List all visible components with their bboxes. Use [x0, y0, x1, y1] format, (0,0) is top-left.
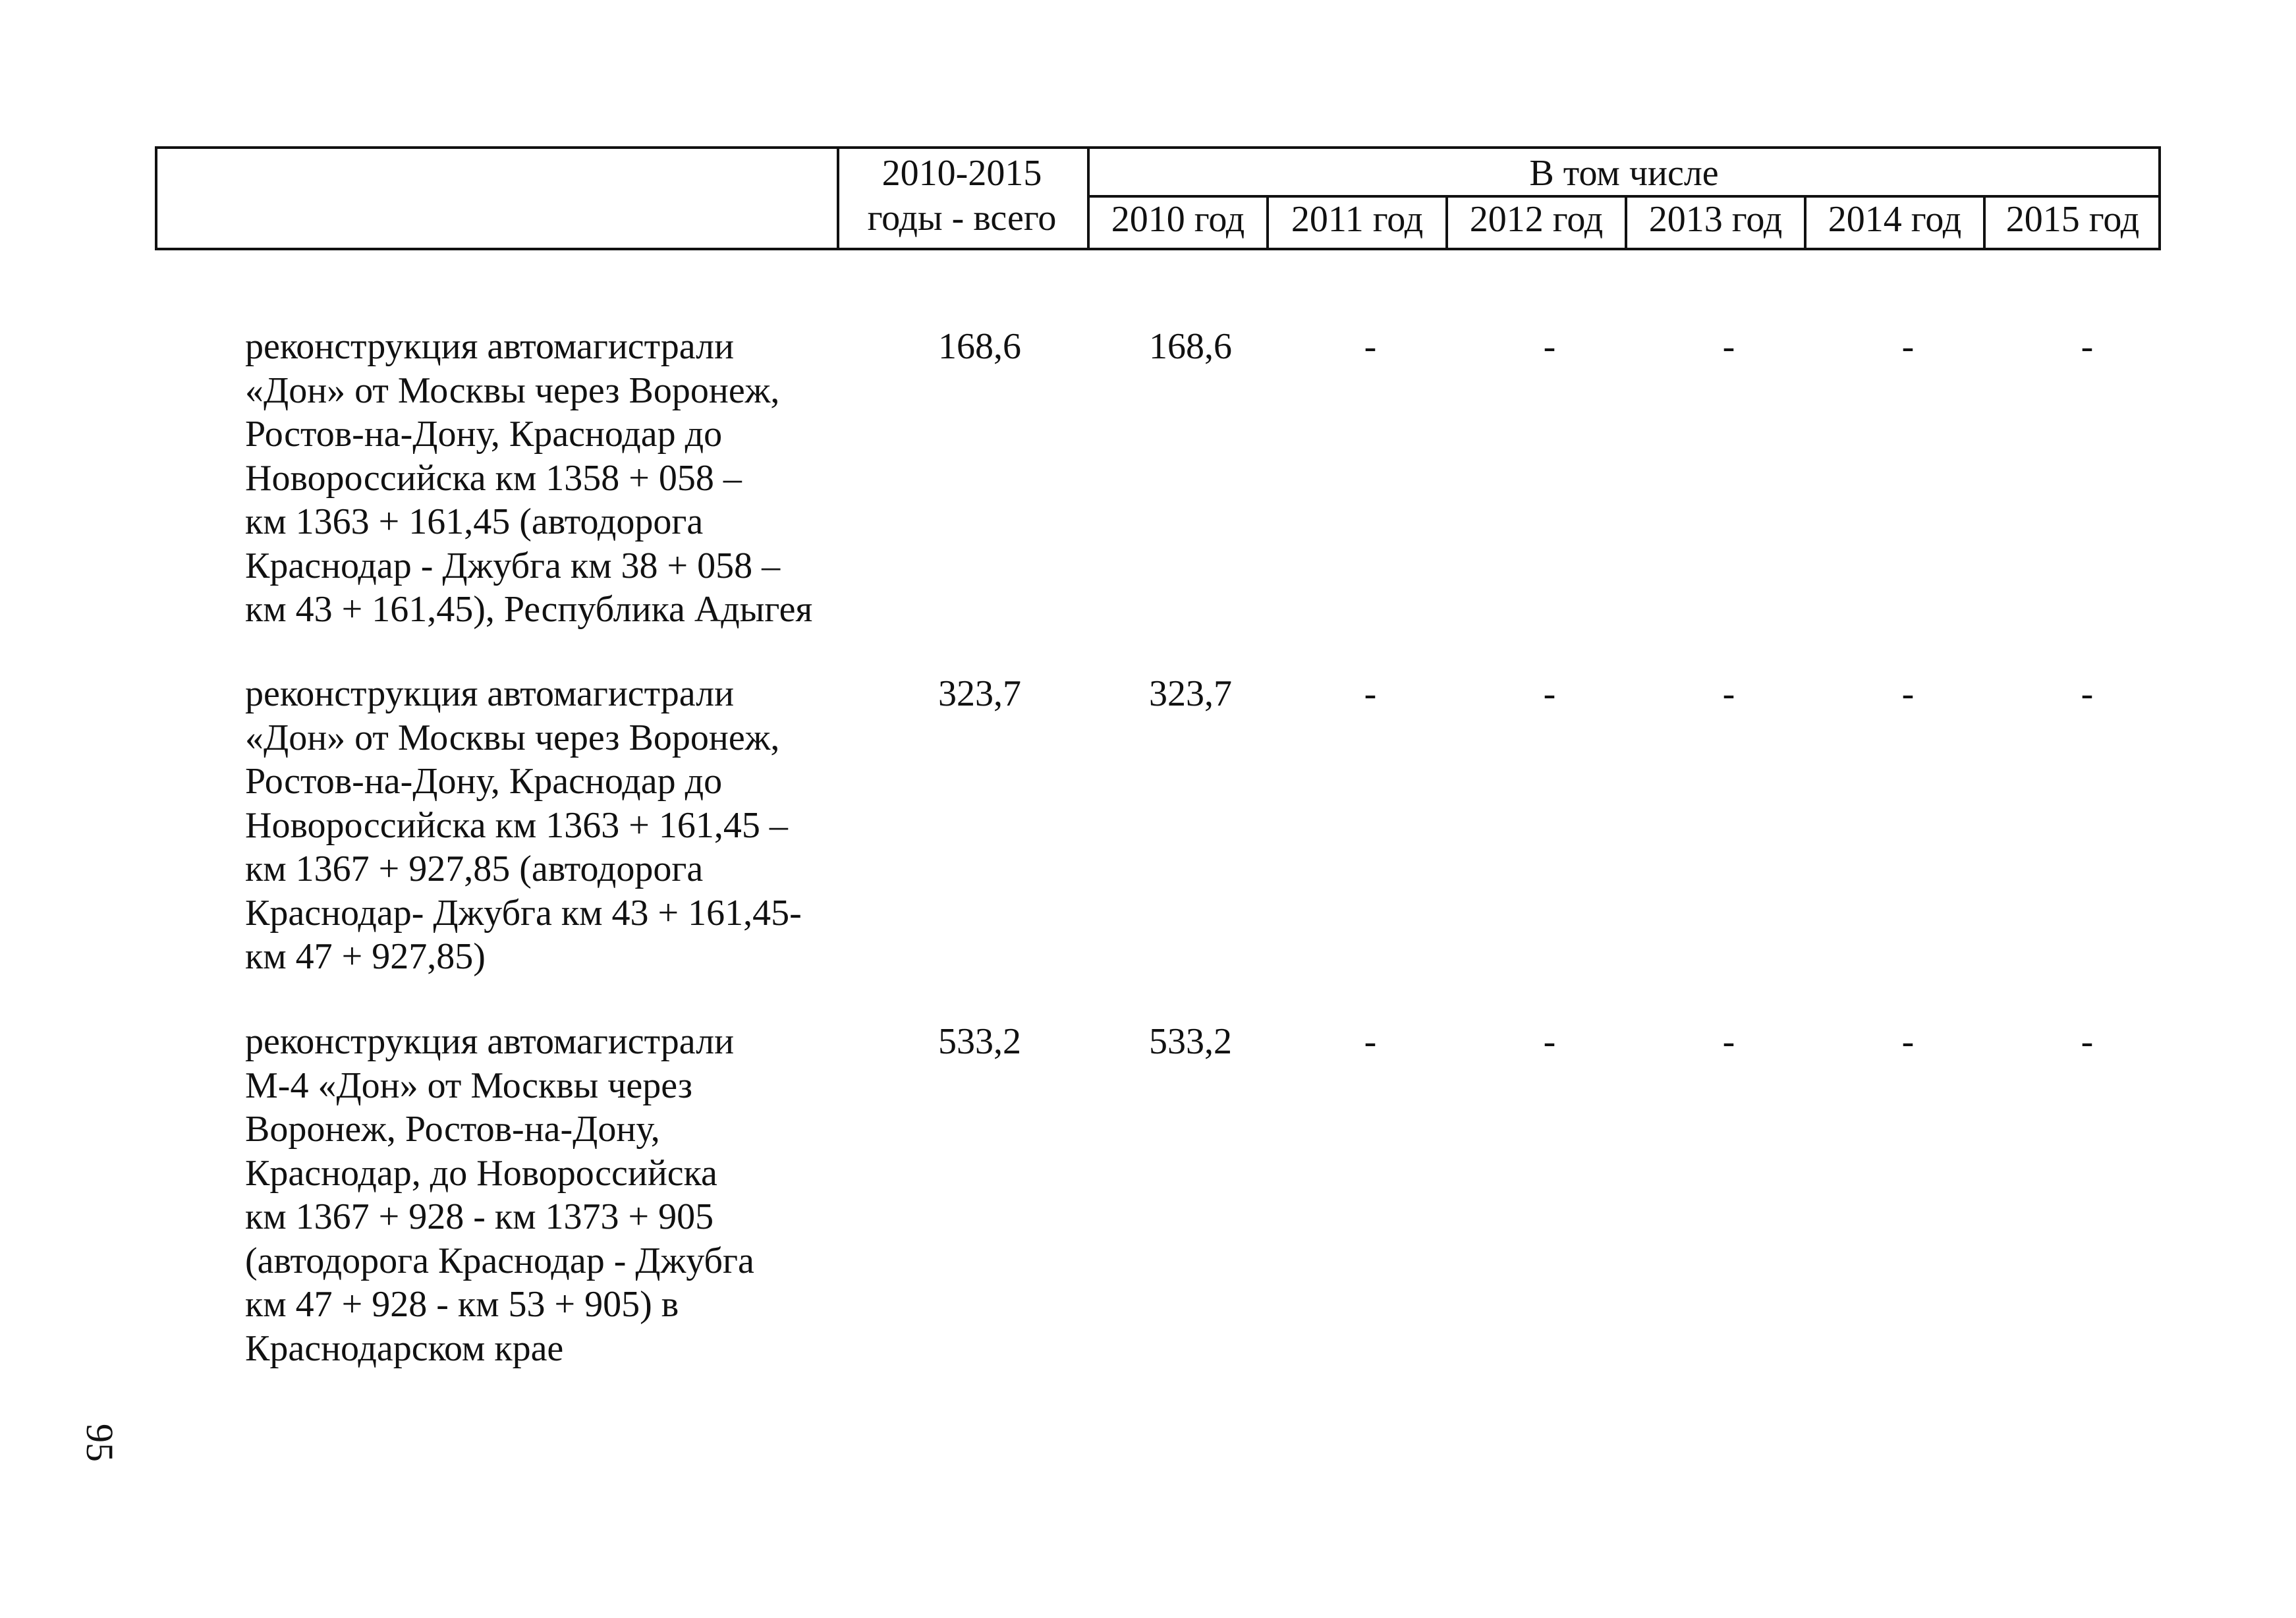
description-line: км 1367 + 927,85 (автодорога: [245, 849, 704, 889]
value-2010: 323,7: [1149, 673, 1232, 714]
value-2015: -: [2081, 673, 2094, 714]
page-number: 95: [78, 1424, 121, 1462]
value-2014: -: [1901, 1021, 1915, 1062]
header-year-2010: 2010 год: [1111, 199, 1245, 240]
description-line: реконструкция автомагистрали: [245, 326, 735, 367]
description-line: Новороссийска км 1363 + 161,45 –: [245, 804, 788, 846]
description-line: км 47 + 927,85): [245, 936, 486, 977]
description-line: Краснодарском крае: [245, 1327, 564, 1369]
value-total: 533,2: [938, 1021, 1021, 1062]
value-2010: 533,2: [1149, 1021, 1232, 1062]
value-total: 323,7: [938, 673, 1021, 714]
value-2013: -: [1722, 1021, 1735, 1062]
value-2015: -: [2081, 326, 2094, 367]
description-line: Воронеж, Ростов-на-Дону,: [245, 1109, 660, 1150]
value-2011: -: [1364, 1021, 1377, 1062]
header-group-label: В том числе: [1529, 153, 1719, 194]
description-line: «Дон» от Москвы через Воронеж,: [245, 370, 780, 411]
description-line: Ростов-на-Дону, Краснодар до: [245, 414, 723, 455]
value-2011: -: [1364, 673, 1377, 714]
value-2013: -: [1722, 326, 1735, 367]
description-line: Краснодар - Джубга км 38 + 058 –: [245, 545, 781, 586]
value-total: 168,6: [938, 326, 1021, 367]
value-2014: -: [1901, 326, 1915, 367]
description-line: Новороссийска км 1358 + 058 –: [245, 457, 742, 499]
row-description: [245, 672, 838, 979]
description-line: км 1367 + 928 - км 1373 + 905: [245, 1196, 714, 1237]
value-2014: -: [1901, 673, 1915, 714]
value-2013: -: [1722, 673, 1735, 714]
description-line: М-4 «Дон» от Москвы через: [245, 1065, 692, 1106]
table-header: [155, 146, 2161, 250]
header-year-2012: 2012 год: [1469, 199, 1604, 240]
description-line: км 1363 + 161,45 (автодорога: [245, 501, 704, 542]
row-description: [245, 1020, 838, 1370]
value-2015: -: [2081, 1021, 2094, 1062]
header-year-2011: 2011 год: [1291, 199, 1424, 240]
value-2012: -: [1543, 326, 1556, 367]
description-line: «Дон» от Москвы через Воронеж,: [245, 717, 780, 758]
header-total-line2: годы - всего: [867, 198, 1057, 238]
description-line: км 47 + 928 - км 53 + 905) в: [245, 1284, 679, 1325]
description-line: реконструкция автомагистрали: [245, 673, 735, 714]
header-year-2015: 2015 год: [2005, 199, 2140, 240]
value-2012: -: [1543, 1021, 1556, 1062]
description-line: км 43 + 161,45), Республика Адыгея: [245, 589, 813, 630]
value-2010: 168,6: [1149, 326, 1232, 367]
description-line: реконструкция автомагистрали: [245, 1021, 735, 1062]
row-description: [245, 325, 838, 632]
description-line: Краснодар- Джубга км 43 + 161,45-: [245, 892, 802, 934]
description-line: (автодорога Краснодар - Джубга: [245, 1240, 754, 1281]
description-line: Ростов-на-Дону, Краснодар до: [245, 761, 723, 802]
header-total-line1: 2010-2015: [882, 153, 1042, 194]
header-year-2014: 2014 год: [1828, 199, 1962, 240]
value-2011: -: [1364, 326, 1377, 367]
value-2012: -: [1543, 673, 1556, 714]
description-line: Краснодар, до Новороссийска: [245, 1152, 717, 1194]
header-year-2013: 2013 год: [1648, 199, 1783, 240]
